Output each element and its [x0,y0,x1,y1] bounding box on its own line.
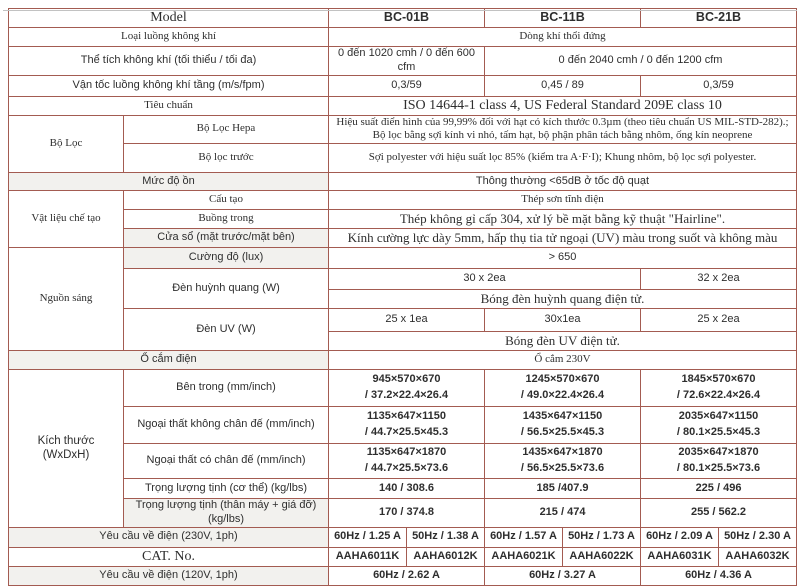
scan-edge-line [3,10,797,11]
dim-line-inch: / 56.5×25.5×73.6 [520,462,605,474]
cell-power120-bc01b: 60Hz / 2.62 A [329,566,485,585]
dim-line-mm: 945×570×670 [372,373,441,386]
dim-line-mm: 2035×647×1870 [678,446,759,459]
row-prefilter-label: Bộ lọc trước [124,144,329,173]
cell-power120-bc11b: 60Hz / 3.27 A [485,566,641,585]
row-outlet-label: Ổ cắm điện [9,351,329,370]
row-dim-ext-base-label: Ngoại thất có chân đế (mm/inch) [124,444,329,479]
cell-hepa-value: Hiệu suất điển hình của 99,99% đối với hạt có kích thước 0.3µm (theo tiêu chuẩn US MIL-STD-282).; Bộ lọc bằng sợi kính vi nhỏ, tấm hạt, bộ phận phân tách bằng nhôm, ống kín neoprene [329,115,797,144]
group-dimensions-label: Kích thước (WxDxH) [9,370,124,528]
row-uv-label: Đèn UV (W) [124,309,329,351]
row-airflow-label: Loại luồng không khí [9,28,329,47]
dim-line-mm: 1435×647×1870 [522,446,603,459]
dim-line-inch: / 37.2×22.4×26.4 [364,389,449,401]
cell-dim-ext-nobase-bc21b [641,407,797,444]
row-air-volume-label: Thể tích không khí (tối thiểu / tối đa) [9,47,329,76]
cell-power120-bc21b: 60Hz / 4.36 A [641,566,797,585]
dim-line-mm: 2035×647×1150 [678,410,759,423]
cell-power230-bc01b-60hz: 60Hz / 1.25 A [329,527,407,547]
cell-prefilter-value: Sợi polyester với hiệu suất lọc 85% (kiểm tra A·F·I); Khung nhôm, bộ lọc sợi polyester. [329,144,797,173]
dim-line-inch: / 72.6×22.4×26.4 [676,389,761,401]
cell-standard-value: ISO 14644-1 class 4, US Federal Standard 209E class 10 [329,96,797,115]
cell-window-value: Kính cường lực dày 5mm, hấp thụ tia tử ngoại (UV) màu trong suốt và không màu [329,229,797,248]
cell-cat-bc01b-60hz: AAHA6011K [329,547,407,566]
row-window-label: Cửa sổ (mặt trước/mặt bên) [124,229,329,248]
cell-cat-bc21b-50hz: AAHA6032K [719,547,797,566]
cell-velocity-bc21b: 0,3/59 [641,75,797,96]
cell-uv-bc21b: 25 x 2ea [641,309,797,332]
spec-sheet-table [8,8,797,586]
row-hepa-label: Bộ Lọc Hepa [124,115,329,144]
dim-line-inch: / 80.1×25.5×73.6 [676,462,761,474]
cell-noise-value: Thông thường <65dB ở tốc độ quạt [329,173,797,191]
cell-dim-inner-bc11b [485,370,641,407]
cell-air-volume-bc11b-bc21b: 0 đến 2040 cmh / 0 đến 1200 cfm [485,47,797,76]
cell-fluorescent-note: Bóng đèn huỳnh quang điện tử. [329,290,797,309]
dim-line-inch: / 44.7×25.5×45.3 [364,426,449,438]
model-header-label: Model [9,9,329,28]
cell-dim-ext-base-bc01b [329,444,485,479]
row-inner-chamber-label: Buồng trong [124,210,329,229]
model-bc21b: BC-21B [641,9,797,28]
cell-airflow-value: Dòng khí thổi đứng [329,28,797,47]
group-filter-label: Bộ Lọc [9,115,124,173]
cell-power230-bc11b-60hz: 60Hz / 1.57 A [485,527,563,547]
dim-line-mm: 1435×647×1150 [522,410,603,423]
cell-uv-note: Bóng đèn UV điện tử. [329,332,797,351]
cell-power230-bc01b-50hz: 50Hz / 1.38 A [407,527,485,547]
cell-air-volume-bc01b: 0 đến 1020 cmh / 0 đến 600 cfm [329,47,485,76]
dim-line-mm: 1135×647×1150 [367,410,446,423]
cell-weight-body-bc01b: 140 / 308.6 [329,479,485,499]
cell-dim-ext-base-bc11b [485,444,641,479]
cell-dim-ext-nobase-bc11b [485,407,641,444]
cell-dim-inner-bc21b [641,370,797,407]
group-light-label: Nguồn sáng [9,248,124,351]
dim-line-inch: / 56.5×25.5×45.3 [520,426,605,438]
cell-uv-bc11b: 30x1ea [485,309,641,332]
dim-line-mm: 1135×647×1870 [366,446,447,459]
row-weight-stand-label: Trọng lượng tịnh (thân máy + giá đỡ) (kg/lbs) [124,499,329,528]
dim-line-inch: / 80.1×25.5×45.3 [676,426,761,438]
cell-weight-stand-bc01b: 170 / 374.8 [329,499,485,528]
cell-velocity-bc01b: 0,3/59 [329,75,485,96]
cell-intensity-value: > 650 [329,248,797,269]
cell-dim-ext-base-bc21b [641,444,797,479]
row-dim-inner-label: Bên trong (mm/inch) [124,370,329,407]
cell-cat-bc01b-50hz: AAHA6012K [407,547,485,566]
row-structure-label: Cấu tạo [124,191,329,210]
dim-line-inch: / 49.0×22.4×26.4 [520,389,605,401]
row-power-230-label: Yêu cầu về điện (230V, 1ph) [9,527,329,547]
cell-weight-body-bc21b: 225 / 496 [641,479,797,499]
cell-uv-bc01b: 25 x 1ea [329,309,485,332]
row-intensity-label: Cường độ (lux) [124,248,329,269]
cell-power230-bc11b-50hz: 50Hz / 1.73 A [563,527,641,547]
group-material-label: Vật liệu chế tạo [9,191,124,248]
row-weight-body-label: Trọng lượng tịnh (cơ thể) (kg/lbs) [124,479,329,499]
row-velocity-label: Vận tốc luồng không khí tầng (m/s/fpm) [9,75,329,96]
cell-inner-chamber-value: Thép không gỉ cấp 304, xử lý bề mặt bằng kỹ thuật "Hairline". [329,210,797,229]
model-bc11b: BC-11B [485,9,641,28]
cell-weight-stand-bc11b: 215 / 474 [485,499,641,528]
cell-fluorescent-bc21b: 32 x 2ea [641,269,797,290]
dim-line-mm: 1845×570×670 [681,373,756,386]
cell-cat-bc11b-60hz: AAHA6021K [485,547,563,566]
cell-outlet-value: Ổ cắm 230V [329,351,797,370]
row-noise-label: Mức độ ồn [9,173,329,191]
cell-weight-body-bc11b: 185 /407.9 [485,479,641,499]
cell-structure-value: Thép sơn tĩnh điện [329,191,797,210]
cell-power230-bc21b-60hz: 60Hz / 2.09 A [641,527,719,547]
cell-dim-ext-nobase-bc01b [329,407,485,444]
cell-dim-inner-bc01b [329,370,485,407]
row-dim-ext-nobase-label: Ngoại thất không chân đế (mm/inch) [124,407,329,444]
cell-cat-bc21b-60hz: AAHA6031K [641,547,719,566]
dim-line-mm: 1245×570×670 [525,373,600,386]
cell-velocity-bc11b: 0,45 / 89 [485,75,641,96]
model-bc01b: BC-01B [329,9,485,28]
row-fluorescent-label: Đèn huỳnh quang (W) [124,269,329,309]
cell-power230-bc21b-50hz: 50Hz / 2.30 A [719,527,797,547]
cell-weight-stand-bc21b: 255 / 562.2 [641,499,797,528]
row-standard-label: Tiêu chuẩn [9,96,329,115]
row-power-120-label: Yêu cầu về điện (120V, 1ph) [9,566,329,585]
cell-cat-bc11b-50hz: AAHA6022K [563,547,641,566]
row-cat-no-label: CAT. No. [9,547,329,566]
cell-fluorescent-bc01b-bc11b: 30 x 2ea [329,269,641,290]
dim-line-inch: / 44.7×25.5×73.6 [364,462,449,474]
